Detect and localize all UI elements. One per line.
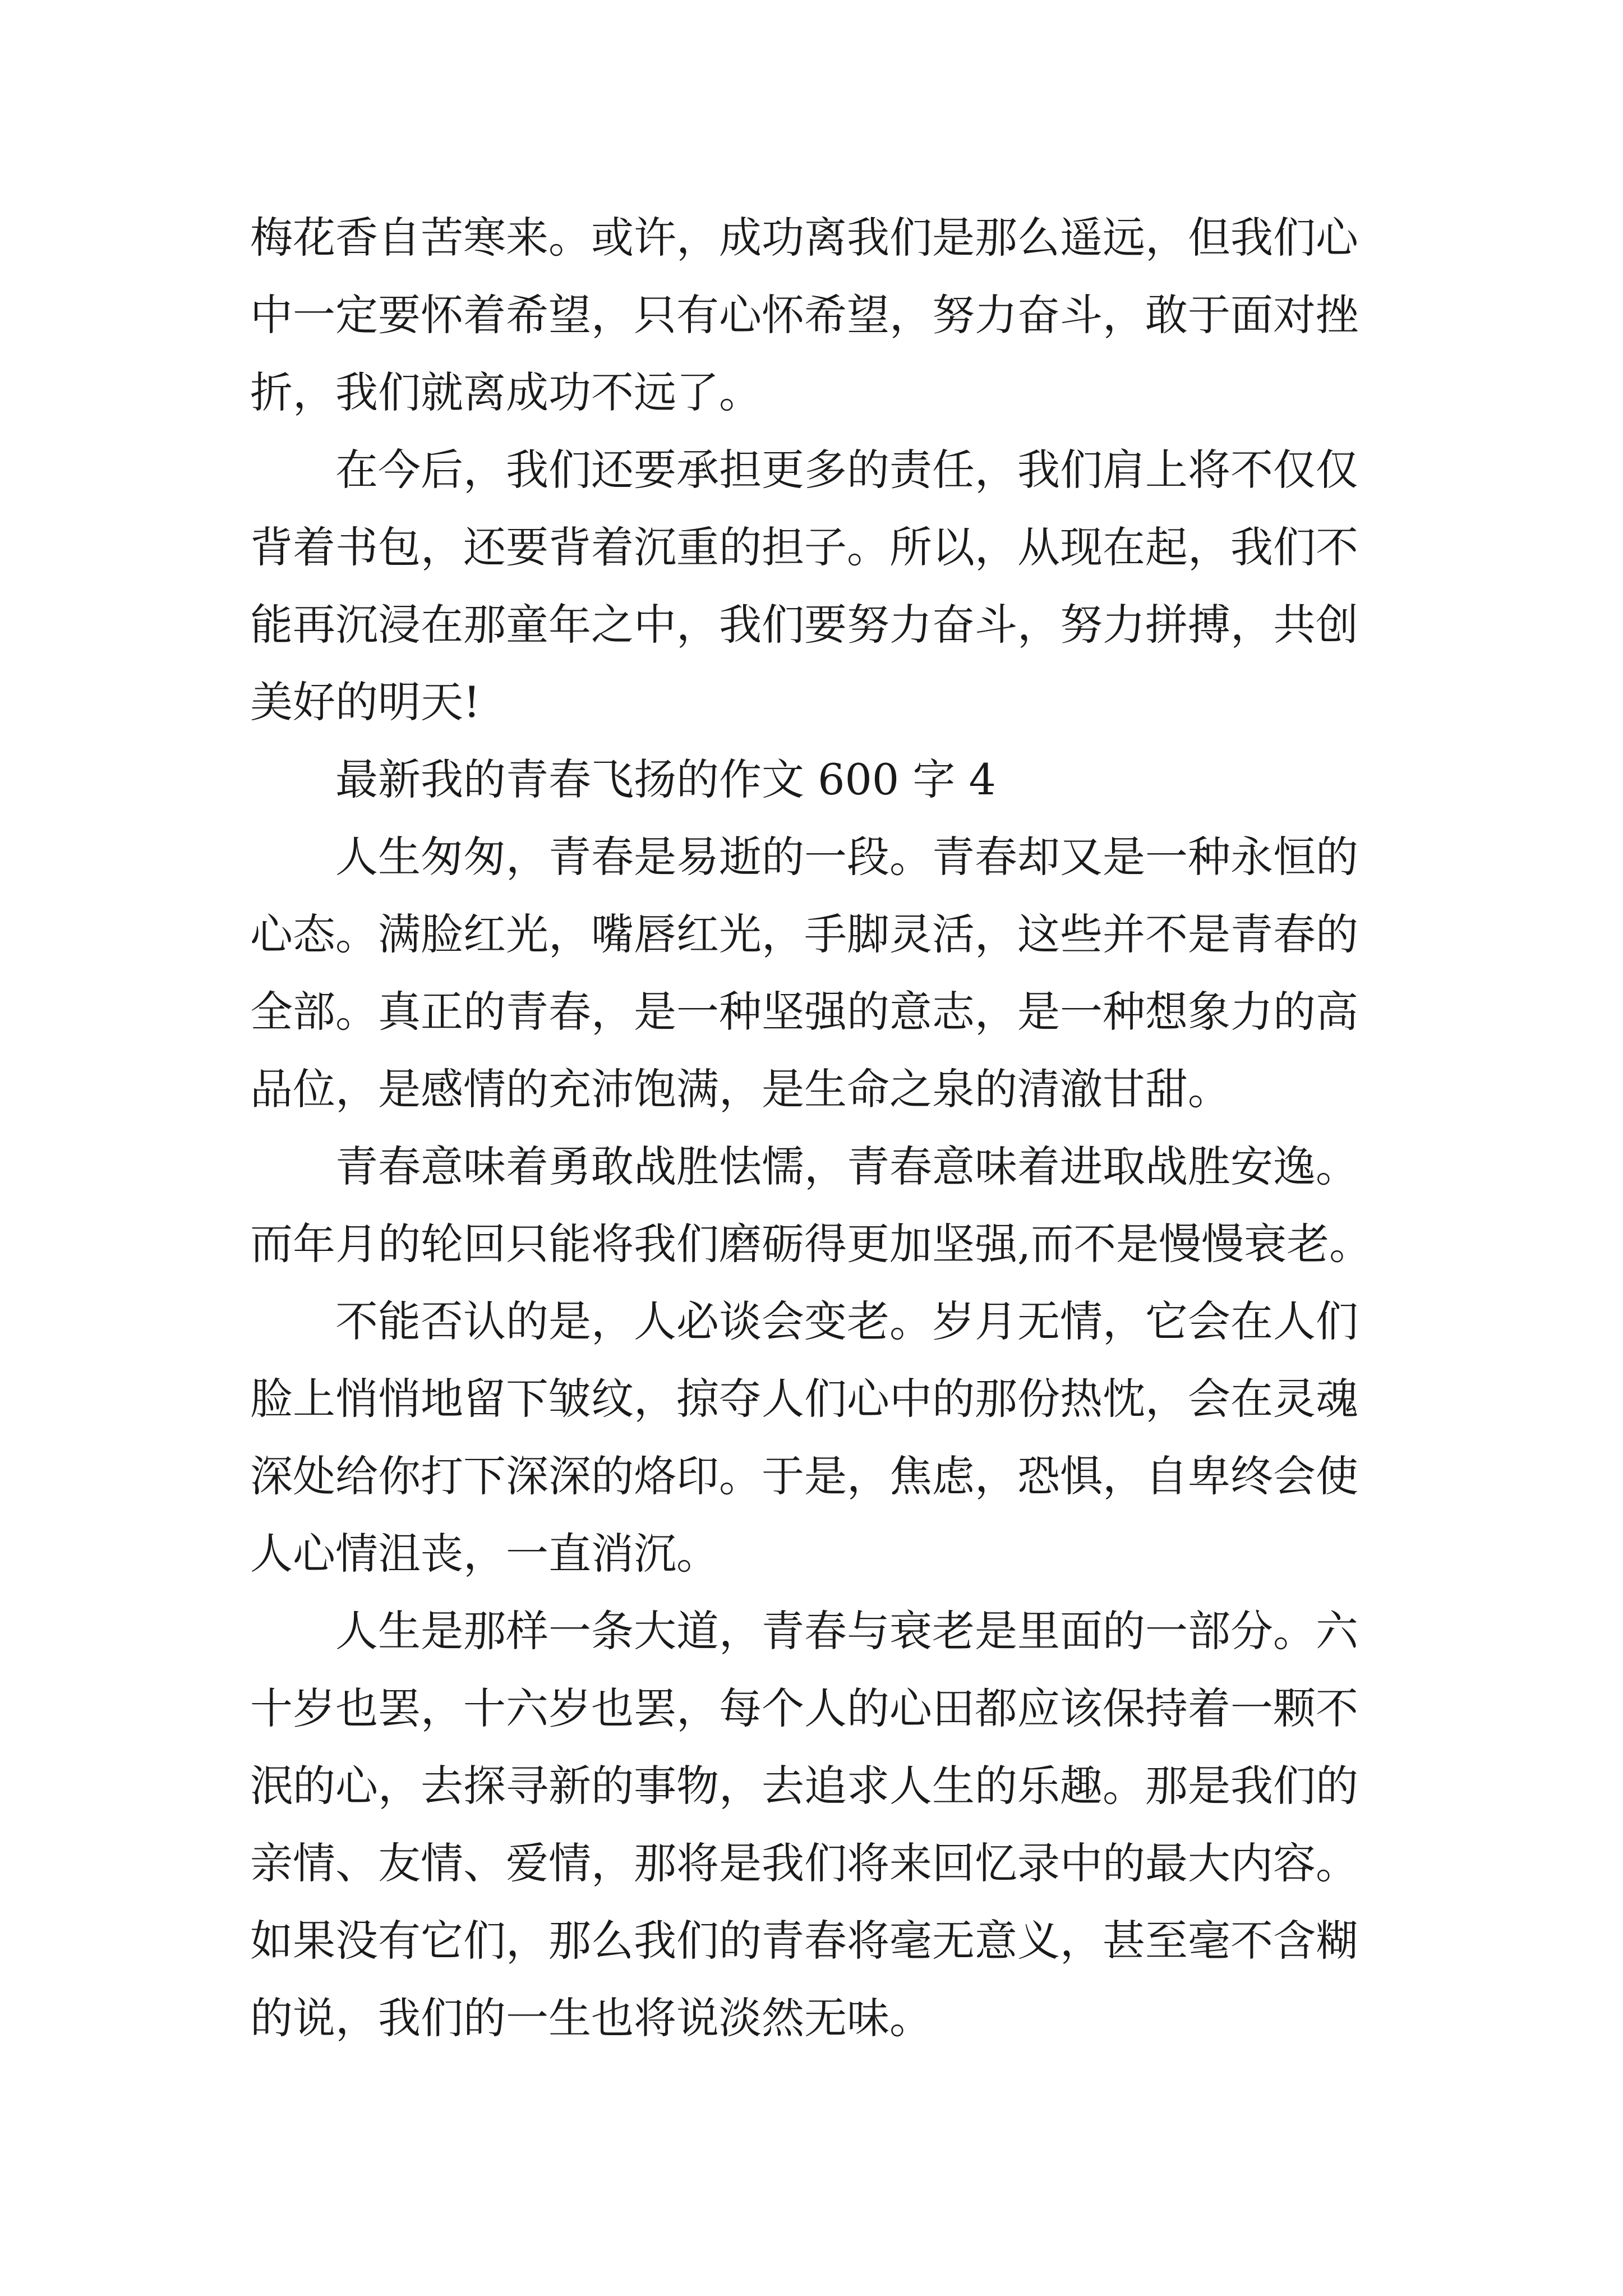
text-line: 能再沉浸在那童年之中，我们要努力奋斗，努力拼搏，共创 — [250, 600, 1358, 650]
text-line: 中一定要怀着希望，只有心怀希望，努力奋斗，敢于面对挫 — [250, 290, 1358, 340]
paragraph-first-line: 人生匆匆，青春是易逝的一段。青春却又是一种永恒的 — [335, 832, 1358, 882]
paragraph-first-line: 人生是那样一条大道，青春与衰老是里面的一部分。六 — [335, 1606, 1358, 1656]
paragraph-first-line: 青春意味着勇敢战胜怯懦，青春意味着进取战胜安逸。 — [335, 1142, 1358, 1191]
text-line: 亲情、友情、爱情，那将是我们将来回忆录中的最大内容。 — [250, 1838, 1358, 1888]
text-line: 的说，我们的一生也将说淡然无味。 — [250, 1993, 932, 2043]
paragraph-first-line: 在今后，我们还要承担更多的责任，我们肩上将不仅仅 — [335, 445, 1358, 495]
paragraph-first-line: 不能否认的是，人必谈会变老。岁月无情，它会在人们 — [335, 1296, 1358, 1346]
text-line: 人心情沮丧，一直消沉。 — [250, 1529, 719, 1579]
text-line: 美好的明天! — [250, 677, 481, 727]
section-heading: 最新我的青春飞扬的作文 600 字 4 — [335, 754, 996, 804]
text-line: 折，我们就离成功不远了。 — [250, 367, 762, 417]
text-line: 梅花香自苦寒来。或许，成功离我们是那么遥远，但我们心 — [250, 213, 1358, 263]
text-line: 泯的心，去探寻新的事物，去追求人生的乐趣。那是我们的 — [250, 1761, 1358, 1811]
text-line: 心态。满脸红光，嘴唇红光，手脚灵活，这些并不是青春的 — [250, 909, 1358, 959]
text-line: 深处给你打下深深的烙印。于是，焦虑，恐惧，自卑终会使 — [250, 1451, 1358, 1501]
essay-body — [250, 199, 1394, 2057]
text-line: 而年月的轮回只能将我们磨砺得更加坚强,而不是慢慢衰老。 — [250, 1219, 1372, 1269]
text-line: 品位，是感情的充沛饱满，是生命之泉的清澈甘甜。 — [250, 1064, 1230, 1114]
text-line: 背着书包，还要背着沉重的担子。所以，从现在起，我们不 — [250, 522, 1358, 572]
text-line: 全部。真正的青春，是一种坚强的意志，是一种想象力的高 — [250, 987, 1358, 1037]
text-line: 脸上悄悄地留下皱纹，掠夺人们心中的那份热忱，会在灵魂 — [250, 1374, 1358, 1424]
text-line: 如果没有它们，那么我们的青春将毫无意义，甚至毫不含糊 — [250, 1916, 1358, 1966]
text-line: 十岁也罢，十六岁也罢，每个人的心田都应该保持着一颗不 — [250, 1683, 1358, 1733]
